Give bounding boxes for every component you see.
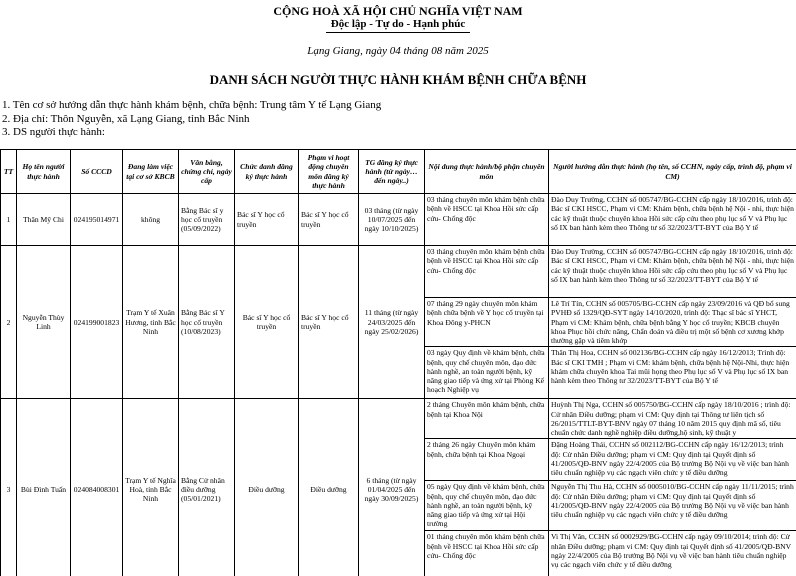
cell-tt: 3 (1, 399, 17, 576)
cell-mentor: Vi Thị Vân, CCHN số 0002929/BG-CCHN cấp ngày 09/10/2014; trình độ: Cử nhân Điều dưỡng; phạm vi CM: Quy định tại Quyết định số 41/2005/QĐ-BNV ngày 22/4/2005 của Bộ trưởng Bộ Nội vụ về việc ban hành tiêu chuẩn nghiệp vụ các ngạch viên chức y tế điều dưỡng (549, 531, 796, 576)
country-heading: CỘNG HOÀ XÃ HỘI CHỦ NGHĨA VIỆT NAM (273, 4, 523, 18)
cell-title: Bác sĩ Y học cổ truyền (235, 246, 299, 399)
info-list-label: 3. DS người thực hành: (2, 126, 105, 138)
cell-org: Trạm Y tế Nghĩa Hoà, tỉnh Bắc Ninh (123, 399, 179, 576)
cell-degree: Bằng Bác sĩ y học cổ truyền (05/09/2022) (179, 194, 235, 246)
cell-scope: Điều dưỡng (299, 399, 359, 576)
cell-cccd: 024084008301 (71, 399, 123, 576)
cell-org: Trạm Y tế Xuân Hương, tỉnh Bắc Ninh (123, 246, 179, 399)
cell-content: 01 tháng chuyên môn khám bệnh chữa bệnh về HSCC tại Khoa Hồi sức cấp cứu- Chống độc (425, 531, 549, 576)
header-org: Đang làm việc tại cơ sở KBCB (123, 150, 179, 194)
header-scope: Phạm vi hoạt động chuyên môn đăng ký thực hành (299, 150, 359, 194)
practitioner-table (0, 149, 796, 576)
cell-time: 6 tháng (từ ngày 01/04/2025 đến ngày 30/09/2025) (359, 399, 425, 576)
cell-tt: 1 (1, 194, 17, 246)
cell-mentor: Lê Trí Tín, CCHN số 005705/BG-CCHN cấp ngày 23/09/2016 và QĐ bổ sung PVHĐ số 1329/QĐ-SYT ngày 14/10/2020, trình độ: Thạc sĩ bác sĩ YHCT, Phạm vi CM: Khám bệnh, chữa bệnh bằng Y học cổ truyền; KBCB chuyên khoa Phục hồi chức năng, Chẩn đoán và điều trị một số bệnh cơ xương khớp thường gặp và tiêm khớp (549, 298, 796, 347)
table-row (1, 246, 796, 298)
cell-title: Bác sĩ Y học cổ truyền (235, 194, 299, 246)
cell-mentor: Đặng Hoàng Thái, CCHN số 002112/BG-CCHN cấp ngày 16/12/2013; trình độ: Cử nhân Điều dưỡng; phạm vi CM: Quy định tại Quyết định số 41/2005/QĐ-BNV ngày 22/4/2005 của Bộ trưởng Bộ Nội vụ về việc ban hành tiêu chuẩn nghiệp vụ các ngạch viên chức y tế điều dưỡng (549, 439, 796, 481)
cell-name: Bùi Đình Tuấn (17, 399, 71, 576)
cell-title: Điều dưỡng (235, 399, 299, 576)
info-facility: 1. Tên cơ sở hướng dẫn thực hành khám bệnh, chữa bệnh: Trung tâm Y tế Lạng Giang (2, 99, 382, 111)
cell-mentor: Đào Duy Trường, CCHN số 005747/BG-CCHN cấp ngày 18/10/2016, trình độ: Bác sĩ CKI HSCC, Phạm vi CM: Khám bệnh, chữa bệnh hệ Nội - nhi, thực hiện các kỹ thuật thuộc chuyên khoa Hồi sức cấp cứu theo phụ lục số V và Phụ lục số IX ban hành kèm theo Thông tư số 32/2023/TT-BYT của Bộ Y tế (549, 194, 796, 246)
header-degree: Văn bằng, chứng chỉ, ngày cấp (179, 150, 235, 194)
table-header-row (1, 150, 796, 194)
header-time: TG đăng ký thực hành (từ ngày…đến ngày..) (359, 150, 425, 194)
cell-name: Thân Mỹ Chi (17, 194, 71, 246)
table-row (1, 399, 796, 439)
cell-cccd: 024195014971 (71, 194, 123, 246)
cell-mentor: Nguyễn Thị Thu Hà, CCHN số 0005010/BG-CCHN cấp ngày 11/11/2015; trình độ: Cử nhân Điều dưỡng; phạm vi CM: Quy định tại Quyết định số 41/2005/QĐ-BNV ngày 22/4/2005 của Bộ trưởng Bộ Nội vụ về việc ban hành tiêu chuẩn nghiệp vụ các ngạch viên chức y tế điều dưỡng (549, 481, 796, 531)
table-row (1, 194, 796, 246)
cell-cccd: 024199001823 (71, 246, 123, 399)
cell-content: 03 tháng chuyên môn khám bệnh chữa bệnh về HSCC tại Khoa Hồi sức cấp cứu- Chống độc (425, 246, 549, 298)
cell-tt: 2 (1, 246, 17, 399)
header-cccd: Số CCCD (71, 150, 123, 194)
cell-time: 11 tháng (từ ngày 24/03/2025 đến ngày 25/02/2026) (359, 246, 425, 399)
header-title: Chức danh đăng ký thực hành (235, 150, 299, 194)
header-tt: TT (1, 150, 17, 194)
cell-mentor: Huỳnh Thị Nga, CCHN số 005750/BG-CCHN cấp ngày 18/10/2016 ; trình độ: Cử nhân Điều dưỡng; phạm vi CM: Quy định tại Thông tư liên tịch số 26/2015/TTLT-BYT-BNV ngày 07 tháng 10 năm 2015 quy định mã số, tiêu chuẩn chức danh nghề nghiệp điều dưỡng,hộ sinh, kỹ thuật y (549, 399, 796, 439)
cell-mentor: Đào Duy Trường, CCHN số 005747/BG-CCHN cấp ngày 18/10/2016, trình độ: Bác sĩ CKI HSCC, Phạm vi CM: Khám bệnh, chữa bệnh hệ Nội - nhi, thực hiện các kỹ thuật thuộc chuyên khoa Hồi sức cấp cứu theo phụ lục số V và Phụ lục số IX ban hành kèm theo Thông tư số 32/2023/TT-BYT của Bộ Y tế (549, 246, 796, 298)
cell-org: không (123, 194, 179, 246)
cell-scope: Bác sĩ Y học cổ truyền (299, 246, 359, 399)
cell-mentor: Thân Thị Hoa, CCHN số 002136/BG-CCHN cấp ngày 16/12/2013; Trình độ: Bác sĩ CKI TMH ; Phạm vi CM: khám bệnh, chữa bệnh hệ Nội-Nhi, thực hiện khám chữa chuyên khoa Tai mũi họng theo Phụ lục số V và Phụ lục số IX ban hành kèm theo Thông tư 32/2023/TT-BYT của Bộ Y tế (549, 347, 796, 399)
cell-content: 2 tháng 26 ngày Chuyên môn khám bệnh, chữa bệnh tại Khoa Ngoại (425, 439, 549, 481)
cell-name: Nguyễn Thùy Linh (17, 246, 71, 399)
document-title: DANH SÁCH NGƯỜI THỰC HÀNH KHÁM BỆNH CHỮA BỆNH (209, 72, 587, 87)
cell-content: 2 tháng Chuyên môn khám bệnh, chữa bệnh tại Khoa Nội (425, 399, 549, 439)
motto-underline (326, 32, 470, 33)
date-line: Lạng Giang, ngày 04 tháng 08 năm 2025 (307, 45, 489, 57)
header-name: Họ tên người thực hành (17, 150, 71, 194)
header-content: Nội dung thực hành/bộ phận chuyên môn (425, 150, 549, 194)
cell-time: 03 tháng (từ ngày 10/07/2025 đến ngày 10/10/2025) (359, 194, 425, 246)
cell-degree: Bằng Bác sĩ Y học cổ truyền (10/08/2023) (179, 246, 235, 399)
info-address: 2. Địa chỉ: Thôn Nguyễn, xã Lạng Giang, tỉnh Bắc Ninh (2, 113, 250, 125)
cell-degree: Bằng Cử nhân điều dưỡng (05/01/2021) (179, 399, 235, 576)
cell-content: 05 ngày Quy định về khám bệnh, chữa bệnh, quy chế chuyên môn, đạo đức hành nghề, an toàn người bệnh, kỹ năng giao tiếp và ứng xử tại Hội trường (425, 481, 549, 531)
cell-scope: Bác sĩ Y học cổ truyền (299, 194, 359, 246)
header-mentor: Người hướng dẫn thực hành (họ tên, số CCHN, ngày cấp, trình độ, phạm vi CM) (549, 150, 796, 194)
motto-heading: Độc lập - Tự do - Hạnh phúc (330, 18, 466, 30)
cell-content: 07 tháng 29 ngày chuyên môn khám bệnh chữa bệnh về Y học cổ truyền tại Khoa Đông y-PHCN (425, 298, 549, 347)
cell-content: 03 ngày Quy định về khám bệnh, chữa bệnh, quy chế chuyên môn, đạo đức hành nghề, an toàn người bệnh, kỹ năng giao tiếp và ứng xử tại Phòng Kế hoạch Nghiệp vụ (425, 347, 549, 399)
cell-content: 03 tháng chuyên môn khám bệnh chữa bệnh về HSCC tại Khoa Hồi sức cấp cứu- Chống độc (425, 194, 549, 246)
